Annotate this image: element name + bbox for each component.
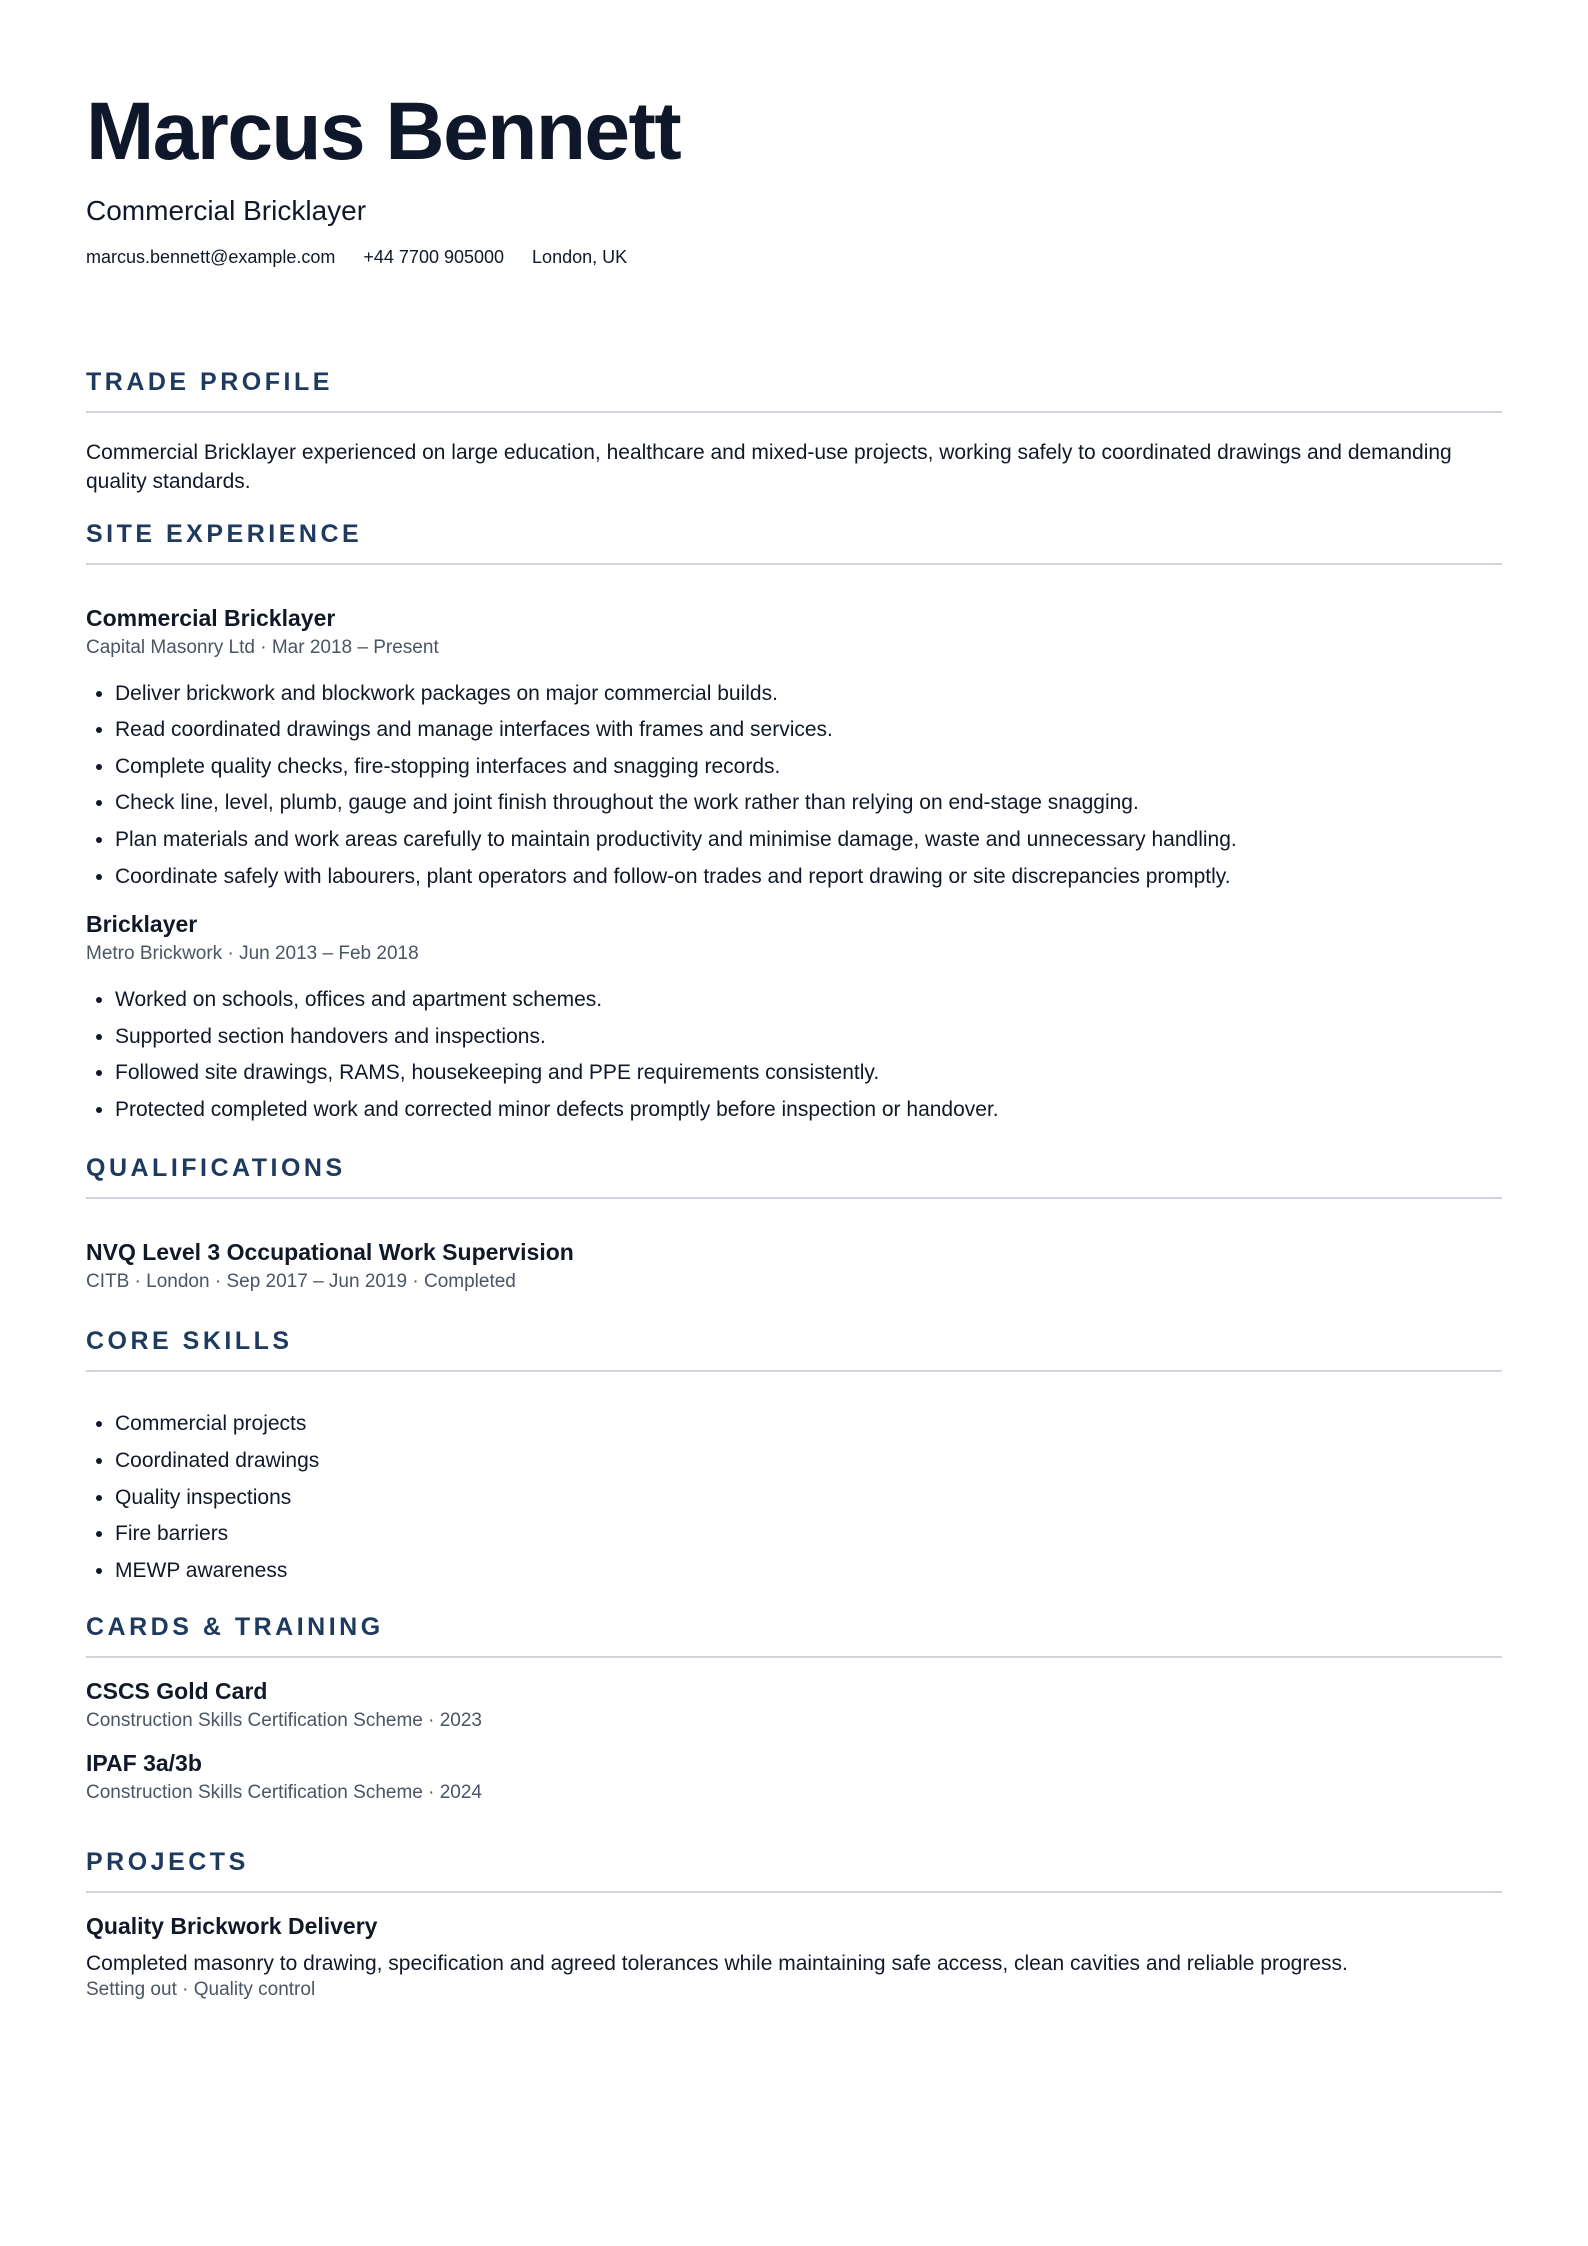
skills-list [86, 1406, 1502, 1589]
list-item: • Plan materials and work areas carefully to maintain productivity and minimise damage, waste and unnecessary handling. [115, 822, 1502, 859]
contact-location: London, UK [532, 246, 628, 267]
card-entry [86, 1678, 1502, 1732]
list-item: • Coordinate safely with labourers, plant operators and follow-on trades and report drawing or site discrepancies promptly. [115, 859, 1502, 896]
section-title-site-experience: SITE EXPERIENCE [86, 520, 1502, 565]
project-entry [86, 1913, 1502, 2001]
card-title: CSCS Gold Card [86, 1678, 268, 1705]
section-qualifications [86, 1154, 1502, 1293]
skill-item: • Commercial projects [115, 1406, 1502, 1443]
list-item: • Check line, level, plumb, gauge and joint finish throughout the work rather than relying on end-stage snagging. [115, 785, 1502, 822]
role-meta: Capital Masonry Ltd · Mar 2018 – Present [86, 636, 439, 658]
contact-phone[interactable]: +44 7700 905000 [363, 246, 505, 267]
list-item: • Read coordinated drawings and manage interfaces with frames and services. [115, 712, 1502, 749]
role-meta: Metro Brickwork · Jun 2013 – Feb 2018 [86, 943, 419, 965]
section-core-skills [86, 1327, 1502, 1589]
card-meta: Construction Skills Certification Scheme · 2024 [86, 1782, 483, 1804]
skill-item: • Coordinated drawings [115, 1443, 1502, 1480]
section-title-cards-training: CARDS & TRAINING [86, 1613, 1502, 1658]
section-title-core-skills: CORE SKILLS [86, 1327, 1502, 1372]
card-title: IPAF 3a/3b [86, 1750, 202, 1777]
project-description: Completed masonry to drawing, specification and agreed tolerances while maintaining safe access, clean cavities and reliable progress. [86, 1952, 1348, 1976]
trade-profile-text: Commercial Bricklayer experienced on large education, healthcare and mixed-use projects, working safely to coordinated drawings and demanding quality standards. [86, 440, 1452, 493]
project-tags: Setting out · Quality control [86, 1979, 316, 2001]
qualification-entry [86, 1239, 1502, 1293]
candidate-name: Marcus Bennett [86, 86, 681, 177]
section-title-trade-profile: TRADE PROFILE [86, 368, 1502, 413]
section-cards-training [86, 1613, 1502, 1804]
list-item: • Supported section handovers and inspections. [115, 1019, 1502, 1056]
section-trade-profile [86, 368, 1502, 496]
card-entry [86, 1750, 1502, 1804]
role-bullets [86, 676, 1502, 896]
section-projects [86, 1848, 1502, 2001]
section-title-qualifications: QUALIFICATIONS [86, 1154, 1502, 1199]
list-item: • Complete quality checks, fire-stopping interfaces and snagging records. [115, 749, 1502, 786]
skill-item: • MEWP awareness [115, 1553, 1502, 1590]
role-title: Bricklayer [86, 911, 198, 938]
role-bullets [86, 982, 1502, 1128]
list-item: • Protected completed work and corrected minor defects promptly before inspection or handover. [115, 1092, 1502, 1129]
qualification-title: NVQ Level 3 Occupational Work Supervision [86, 1239, 574, 1266]
skill-item: • Fire barriers [115, 1516, 1502, 1553]
candidate-headline: Commercial Bricklayer [86, 194, 367, 226]
section-title-projects: PROJECTS [86, 1848, 1502, 1893]
card-meta: Construction Skills Certification Scheme · 2023 [86, 1710, 483, 1732]
contact-email[interactable]: marcus.bennett@example.com [86, 246, 336, 267]
list-item: • Worked on schools, offices and apartment schemes. [115, 982, 1502, 1019]
list-item: • Followed site drawings, RAMS, housekeeping and PPE requirements consistently. [115, 1055, 1502, 1092]
list-item: • Deliver brickwork and blockwork packages on major commercial builds. [115, 676, 1502, 713]
experience-entry [86, 605, 1502, 896]
qualification-meta: CITB · London · Sep 2017 – Jun 2019 · Completed [86, 1271, 516, 1293]
experience-entry [86, 911, 1502, 1128]
contact-row [86, 247, 1502, 268]
resume-header [86, 88, 1502, 268]
skill-item: • Quality inspections [115, 1480, 1502, 1517]
section-site-experience [86, 520, 1502, 1129]
project-title: Quality Brickwork Delivery [86, 1913, 378, 1940]
role-title: Commercial Bricklayer [86, 604, 336, 631]
